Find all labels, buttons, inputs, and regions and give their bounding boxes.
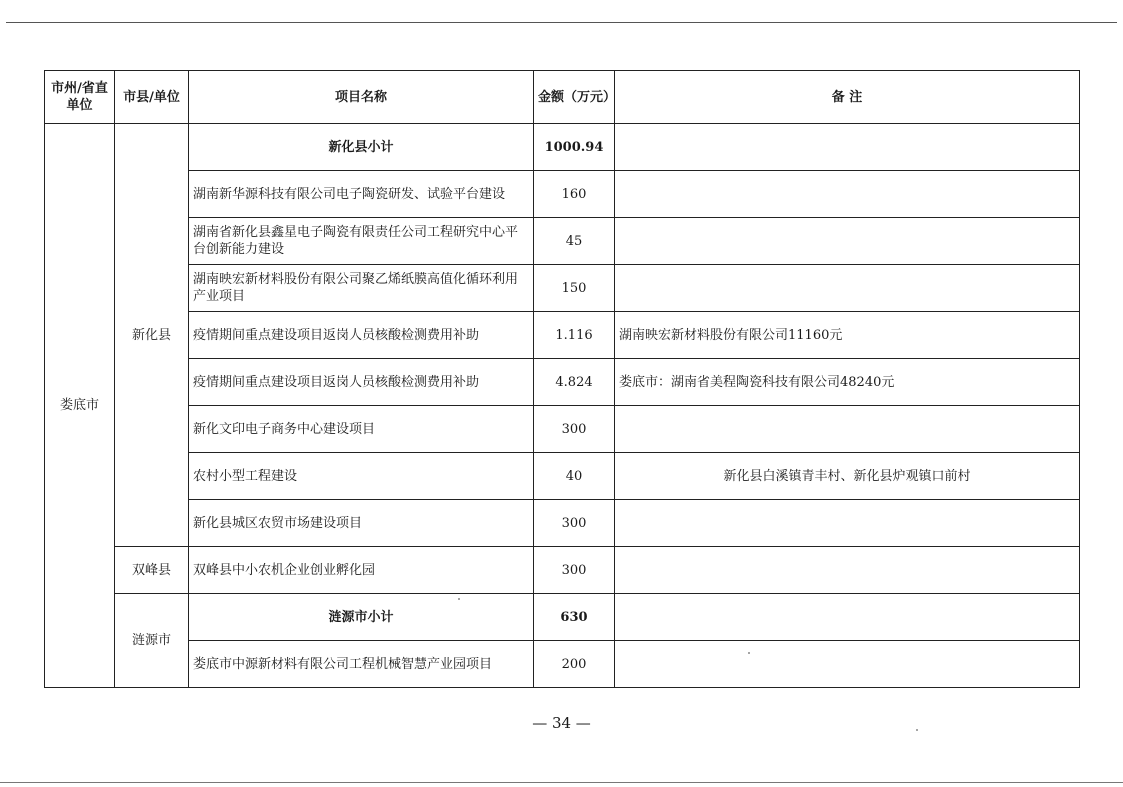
bottom-rule bbox=[0, 782, 1123, 783]
note: 新化县白溪镇青丰村、新化县炉观镇口前村 bbox=[615, 453, 1080, 500]
top-rule bbox=[6, 22, 1117, 23]
note bbox=[615, 547, 1080, 594]
amount: 160 bbox=[534, 171, 615, 218]
amount: 1.116 bbox=[534, 312, 615, 359]
table-row bbox=[45, 265, 1080, 312]
amount: 300 bbox=[534, 547, 615, 594]
note-cell bbox=[615, 594, 1080, 641]
subtotal-amount: 630 bbox=[534, 594, 615, 641]
project-name: 湖南映宏新材料股份有限公司聚乙烯纸膜高值化循环利用产业项目 bbox=[189, 265, 534, 312]
amount: 150 bbox=[534, 265, 615, 312]
note bbox=[615, 406, 1080, 453]
table-header-row bbox=[45, 71, 1080, 124]
project-name: 湖南省新化县鑫星电子陶瓷有限责任公司工程研究中心平台创新能力建设 bbox=[189, 218, 534, 265]
county-cell: 双峰县 bbox=[115, 547, 189, 594]
table-row bbox=[45, 218, 1080, 265]
project-name: 双峰县中小农机企业创业孵化园 bbox=[189, 547, 534, 594]
project-name: 湖南新华源科技有限公司电子陶瓷研发、试验平台建设 bbox=[189, 171, 534, 218]
subtotal-label: 新化县小计 bbox=[189, 124, 534, 171]
table-row bbox=[45, 406, 1080, 453]
subtotal-amount: 1000.94 bbox=[534, 124, 615, 171]
page-number: — 34 — bbox=[532, 714, 591, 732]
table-row bbox=[45, 312, 1080, 359]
amount: 45 bbox=[534, 218, 615, 265]
city-cell: 娄底市 bbox=[45, 124, 115, 688]
note bbox=[615, 171, 1080, 218]
table-row bbox=[45, 359, 1080, 406]
project-name: 农村小型工程建设 bbox=[189, 453, 534, 500]
scan-speck bbox=[748, 652, 750, 654]
project-name: 新化县城区农贸市场建设项目 bbox=[189, 500, 534, 547]
note: 娄底市：湖南省美程陶瓷科技有限公司48240元 bbox=[615, 359, 1080, 406]
county-cell: 涟源市 bbox=[115, 594, 189, 688]
note bbox=[615, 641, 1080, 688]
table-row bbox=[45, 453, 1080, 500]
table-row bbox=[45, 641, 1080, 688]
county-cell: 新化县 bbox=[115, 124, 189, 547]
header-city: 市州/省直单位 bbox=[45, 71, 115, 124]
project-name: 新化文印电子商务中心建设项目 bbox=[189, 406, 534, 453]
subtotal-label: 涟源市小计 bbox=[189, 594, 534, 641]
header-county: 市县/单位 bbox=[115, 71, 189, 124]
header-note: 备 注 bbox=[615, 71, 1080, 124]
table-row bbox=[45, 594, 1080, 641]
amount: 300 bbox=[534, 406, 615, 453]
project-name: 娄底市中源新材料有限公司工程机械智慧产业园项目 bbox=[189, 641, 534, 688]
note bbox=[615, 500, 1080, 547]
scan-speck bbox=[458, 598, 460, 600]
funding-table bbox=[44, 70, 1080, 688]
amount: 300 bbox=[534, 500, 615, 547]
project-name: 疫情期间重点建设项目返岗人员核酸检测费用补助 bbox=[189, 359, 534, 406]
table-row bbox=[45, 124, 1080, 171]
table-row bbox=[45, 171, 1080, 218]
table-row bbox=[45, 500, 1080, 547]
note bbox=[615, 218, 1080, 265]
scan-speck bbox=[916, 729, 918, 731]
table-row bbox=[45, 547, 1080, 594]
note-cell bbox=[615, 124, 1080, 171]
header-amount: 金额（万元） bbox=[534, 71, 615, 124]
note bbox=[615, 265, 1080, 312]
note: 湖南映宏新材料股份有限公司11160元 bbox=[615, 312, 1080, 359]
amount: 40 bbox=[534, 453, 615, 500]
amount: 200 bbox=[534, 641, 615, 688]
project-name: 疫情期间重点建设项目返岗人员核酸检测费用补助 bbox=[189, 312, 534, 359]
header-project-name: 项目名称 bbox=[189, 71, 534, 124]
amount: 4.824 bbox=[534, 359, 615, 406]
